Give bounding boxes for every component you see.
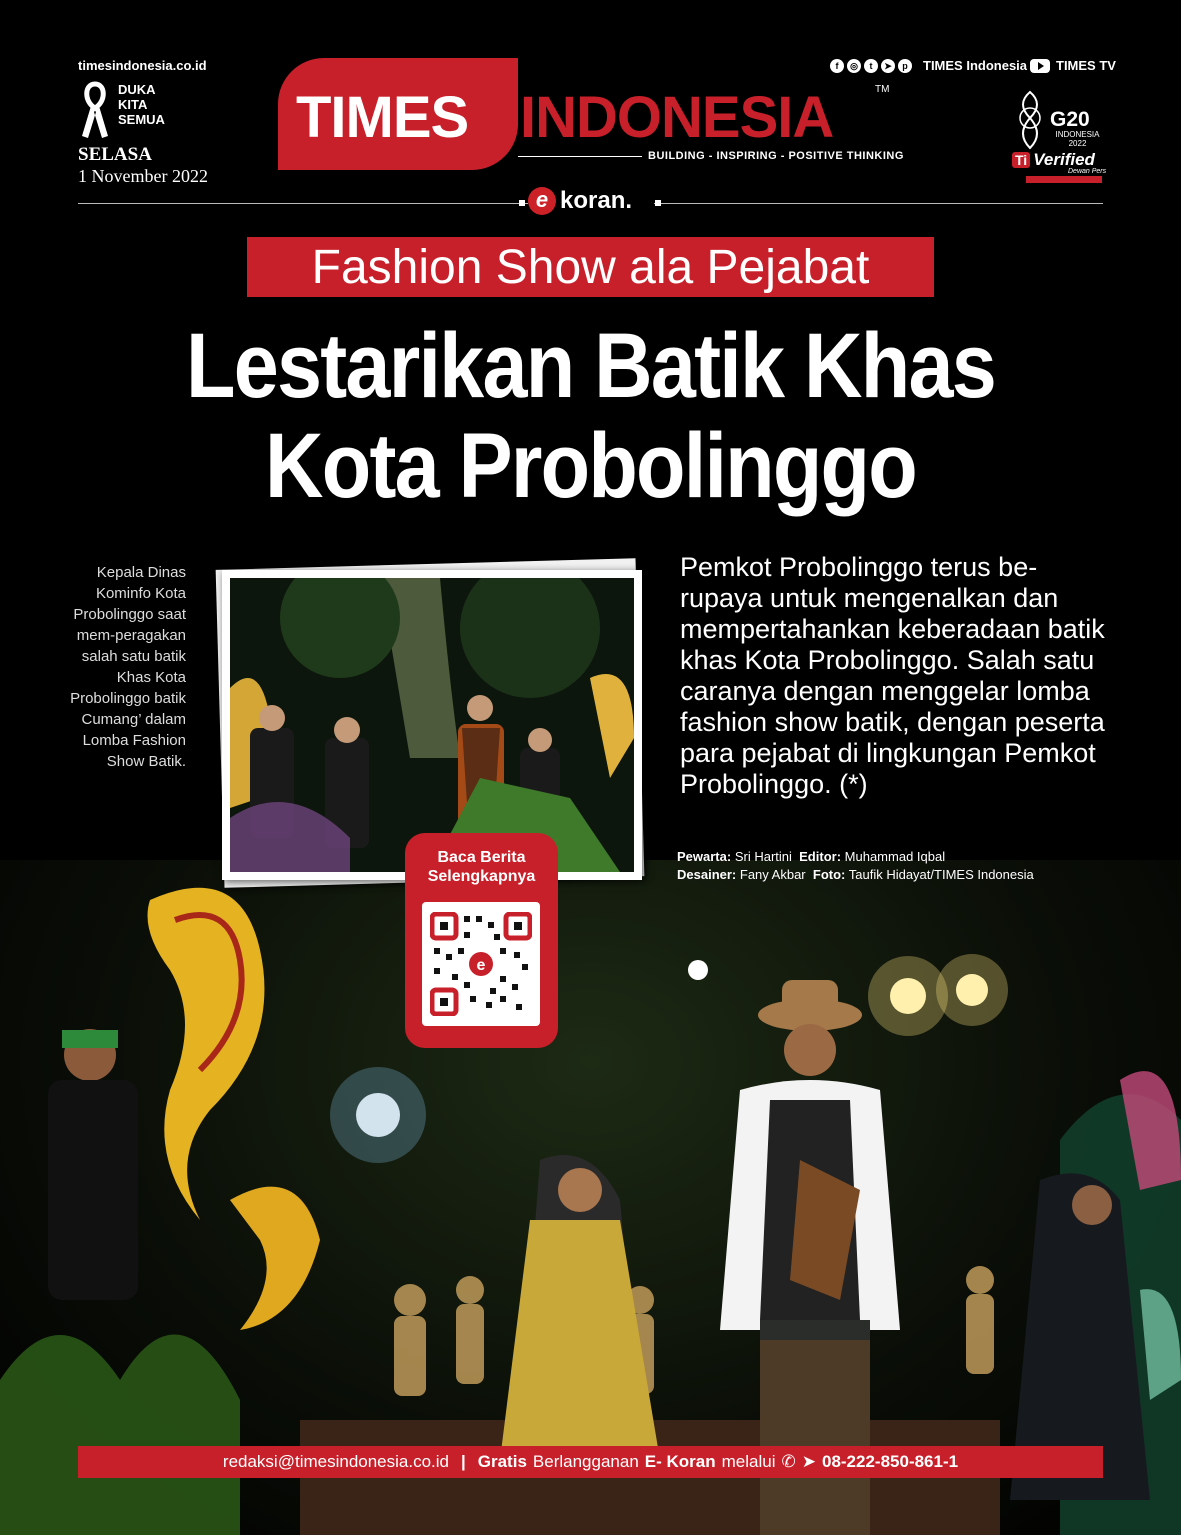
desainer: Fany Akbar	[739, 867, 806, 882]
footer-phone[interactable]: 08-222-850-861-1	[821, 1452, 959, 1471]
qr-code[interactable]	[422, 902, 540, 1026]
dewan-number-bar	[1026, 176, 1102, 183]
editor-label: Editor:	[799, 849, 842, 864]
pewarta: Sri Hartini	[734, 849, 792, 864]
rule-dot	[655, 200, 661, 206]
instagram-icon[interactable]: ◎	[847, 59, 861, 73]
trademark: TM	[875, 84, 890, 95]
twitter-icon[interactable]: t	[864, 59, 878, 73]
svg-text:e: e	[476, 957, 486, 974]
headline-line-2: Kota Probolinggo	[265, 415, 916, 517]
verified-badge	[1012, 150, 1095, 170]
tv-name: TIMES TV	[1056, 58, 1116, 73]
headline-line-1: Lestarikan Batik Khas	[186, 315, 995, 417]
logo-indonesia: INDONESIA	[520, 85, 834, 150]
photo-caption: Kepala Dinas Kominfo Kota Probolinggo saat mem-peragakan salah satu batik Khas Kota Probolinggo batik Cumang’ dalam Lomba Fashion Show Batik.	[70, 564, 186, 770]
youtube-icon	[1030, 59, 1050, 73]
ribbon-icon	[78, 80, 112, 140]
pewarta-label: Pewarta:	[677, 849, 732, 864]
footer-gratis: Gratis	[477, 1452, 527, 1471]
telegram-icon[interactable]: ➤	[801, 1452, 816, 1471]
issue-date: 1 November 2022	[78, 166, 208, 186]
verified-text: Verified	[1033, 150, 1095, 169]
kicker: Fashion Show ala Pejabat	[311, 241, 870, 294]
editor: Muhammad Iqbal	[844, 849, 946, 864]
foto: Taufik Hidayat/TIMES Indonesia	[848, 867, 1034, 882]
footer-melalui: melalui	[721, 1452, 776, 1471]
whatsapp-icon[interactable]: ✆	[781, 1452, 796, 1471]
ti-badge: Ti	[1012, 152, 1030, 168]
background-photo	[0, 860, 1181, 1535]
times-tv-link[interactable]	[1030, 58, 1116, 73]
telegram-icon[interactable]: ➤	[881, 59, 895, 73]
article-body: Pemkot Probolinggo terus be-rupaya untuk mengenalkan dan mempertahankan keberadaan batik khas Kota Probolinggo. Salah satu caranya dengan menggelar lomba fashion show batik, dengan peserta para pejabat di lingkungan Pemkot Probolinggo. (*)	[680, 552, 1105, 799]
duka-kita-semua: DUKA KITA SEMUA	[118, 82, 165, 127]
footer-bar	[78, 1446, 1103, 1478]
pinterest-icon[interactable]: p	[898, 59, 912, 73]
tagline: BUILDING - INSPIRING - POSITIVE THINKING	[648, 150, 904, 162]
ekoran-text: koran.	[560, 187, 633, 214]
headline	[71, 316, 1110, 516]
issue-day: SELASA	[78, 144, 152, 165]
tagline-rule	[518, 156, 642, 157]
qr-title: Baca Berita Selengkapnya	[427, 849, 536, 885]
desainer-label: Desainer:	[677, 867, 737, 882]
footer-email[interactable]: redaksi@timesindonesia.co.id	[222, 1452, 449, 1471]
footer-ekoran: E- Koran	[644, 1452, 716, 1471]
rule-dot	[519, 200, 525, 206]
g20-sub: INDONESIA 2022	[1055, 130, 1100, 148]
facebook-icon[interactable]: f	[830, 59, 844, 73]
ekoran-e: e	[528, 187, 556, 215]
foto-label: Foto:	[812, 867, 846, 882]
footer-separator: |	[461, 1452, 466, 1471]
social-name[interactable]: TIMES Indonesia	[923, 58, 1028, 73]
logo-times: TIMES	[296, 85, 469, 150]
ekoran-logo	[528, 186, 654, 216]
dewan-pers: Dewan Pers	[1068, 168, 1107, 175]
g20-label: G20	[1050, 108, 1090, 131]
credits	[677, 848, 1107, 884]
site-url[interactable]: timesindonesia.co.id	[78, 58, 207, 73]
social-links	[830, 58, 1027, 73]
footer-berlangganan: Berlangganan	[532, 1452, 639, 1471]
